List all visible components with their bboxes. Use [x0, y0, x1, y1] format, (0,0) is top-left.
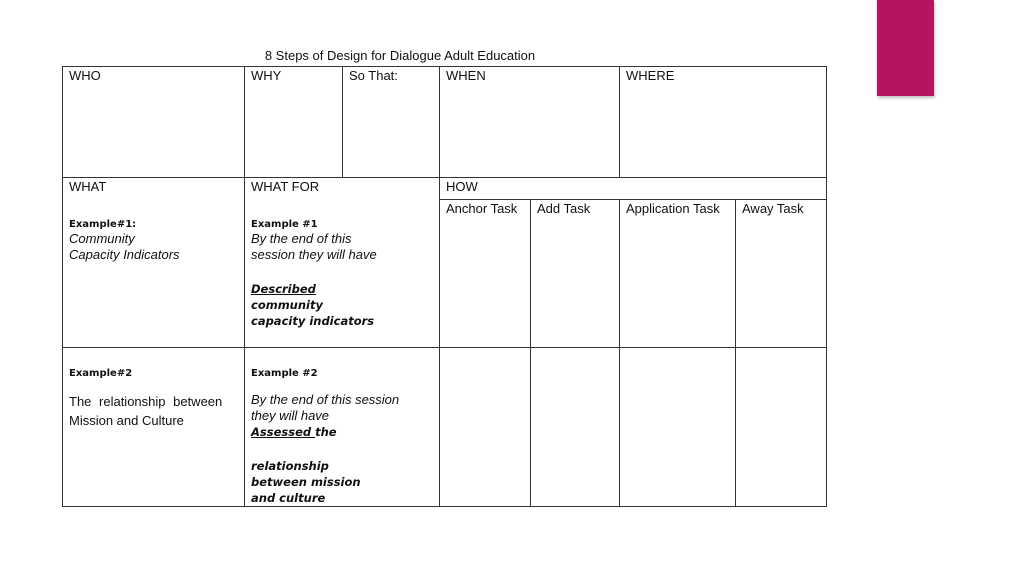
- where-label: WHERE: [626, 68, 675, 83]
- what-example2-text: The relationship between: [69, 394, 223, 409]
- what-example-line: Community: [69, 231, 135, 246]
- what-for2-verb-line: [251, 424, 433, 440]
- anchor-task-label: Anchor Task: [446, 201, 518, 216]
- application-task-label: Application Task: [626, 201, 720, 216]
- what-for-example-heading: Example #1: [251, 219, 318, 230]
- what-example2-heading: Example#2: [69, 368, 133, 379]
- anchor-task-cell: [440, 200, 531, 348]
- what-for-example2-heading: Example #2: [251, 368, 318, 379]
- so-that-cell: [343, 67, 440, 178]
- what-for-line: session they will have: [251, 247, 377, 262]
- accent-bar: [877, 0, 934, 96]
- what-for-verb: Described: [251, 282, 316, 296]
- what-for-line: By the end of this: [251, 231, 352, 246]
- table-row: [63, 67, 827, 178]
- add-task-label: Add Task: [537, 201, 591, 216]
- application-task-example2-cell: [620, 348, 736, 507]
- so-that-label: So That:: [349, 68, 398, 83]
- what-for-label: WHAT FOR: [251, 179, 320, 194]
- what-example-line: Capacity Indicators: [69, 247, 180, 262]
- application-task-cell: [620, 200, 736, 348]
- add-task-example2-cell: [531, 348, 620, 507]
- slide-title: 8 Steps of Design for Dialogue Adult Education: [264, 48, 536, 63]
- what-for2-verb-rest: the: [315, 425, 337, 439]
- what-for2-line: relationship: [251, 459, 329, 473]
- what-example-heading: Example#1:: [69, 219, 137, 230]
- what-example2-cell: [63, 348, 245, 507]
- away-task-cell: [736, 200, 827, 348]
- what-for-line: community: [251, 298, 323, 312]
- design-steps-table: [62, 66, 827, 507]
- what-example2-text: Mission and Culture: [69, 413, 184, 428]
- what-for2-line: and culture: [251, 491, 326, 505]
- anchor-task-example2-cell: [440, 348, 531, 507]
- away-task-example2-cell: [736, 348, 827, 507]
- what-for-example2-cell: [245, 348, 440, 507]
- what-for2-line: between mission: [251, 475, 361, 489]
- why-label: WHY: [251, 68, 282, 83]
- what-for2-line: By the end of this session: [251, 392, 400, 407]
- how-cell: [440, 178, 827, 200]
- what-for2-verb: Assessed: [251, 425, 316, 439]
- away-task-label: Away Task: [742, 201, 804, 216]
- what-label: WHAT: [69, 179, 107, 194]
- what-for-line: capacity indicators: [251, 314, 375, 328]
- add-task-cell: [531, 200, 620, 348]
- what-for-cell: [245, 178, 440, 348]
- who-cell: [63, 67, 245, 178]
- what-for2-line: they will have: [251, 408, 330, 423]
- when-cell: [440, 67, 620, 178]
- when-label: WHEN: [446, 68, 486, 83]
- how-label: HOW: [446, 179, 478, 194]
- where-cell: [620, 67, 827, 178]
- who-label: WHO: [69, 68, 101, 83]
- table-row: [63, 178, 827, 200]
- what-cell: [63, 178, 245, 348]
- why-cell: [245, 67, 343, 178]
- table-row: [63, 348, 827, 507]
